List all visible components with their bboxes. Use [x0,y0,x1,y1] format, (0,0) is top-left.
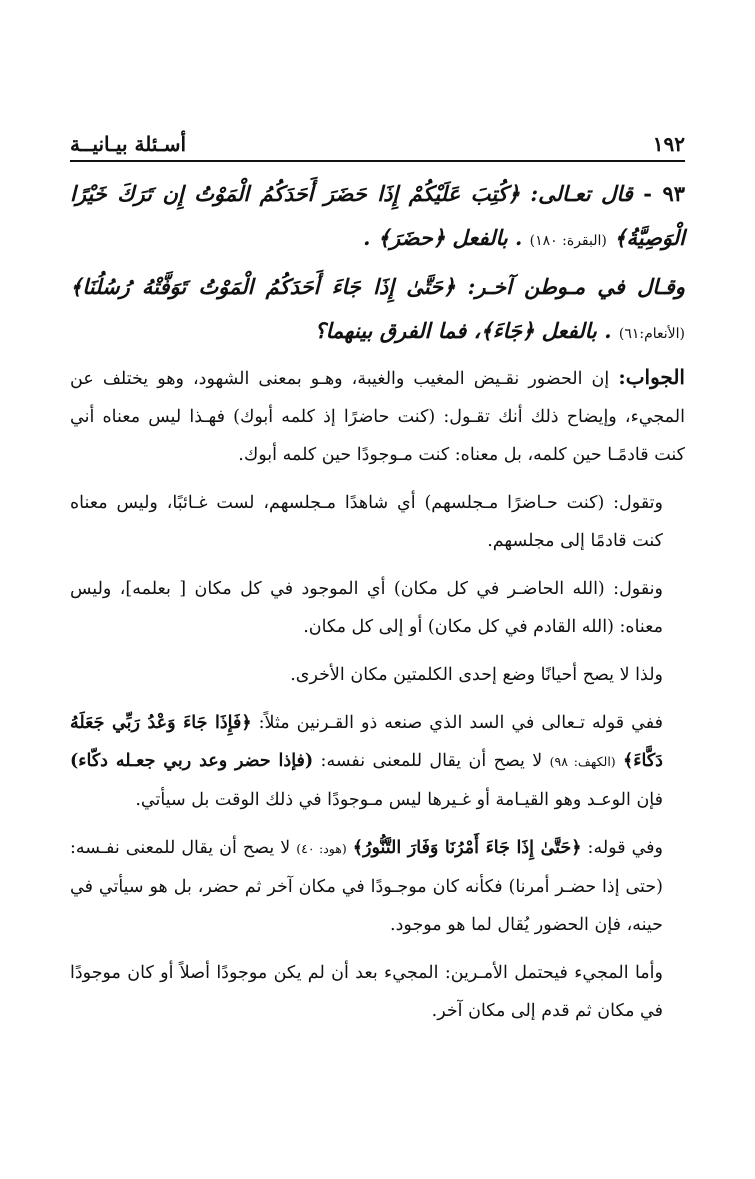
question-tail-1: . بالفعل ﴿حضَرَ﴾ . [363,225,523,250]
answer-label: الجواب: [618,365,685,389]
quran-verse-4: ﴿حَتَّىٰ إِذَا جَاءَ أَمْرُنَا وَفَارَ التَّنُّورُ﴾ [352,838,582,858]
answer-paragraph-6 [70,829,685,944]
answer-text-5a: ففي قوله تـعالى في السد الذي صنعه ذو القـرنين مثلاً: [258,713,663,733]
answer-quote-5: (فإذا حضر وعد ربي جعـله دكّاء) [70,751,314,771]
quran-verse-2: ﴿حَتَّىٰ إِذَا جَاءَ أَحَدَكُمُ الْمَوْتُ تَوَفَّتْهُ رُسُلُنَا﴾ [70,274,456,299]
answer-paragraph-5 [70,704,685,819]
answer-text-6a: وفي قوله: [587,838,663,858]
question-number: ٩٣ - [643,181,686,206]
answer-paragraph-1 [70,358,685,474]
answer-paragraph-2: وتقول: (كنت حـاضرًا مـجلسهم) أي شاهدًا مـجلسهم، لست غـائبًا، وليس معناه كنت قادمًا إلى مجلسهم. [70,493,663,551]
verse-citation-1: (البقرة: ١٨٠) [529,233,607,249]
answer-paragraph-3: ونقول: (الله الحاضـر في كل مكان) أي الموجود في كل مكان [ بعلمه]، وليس معناه: (الله القادم في كل مكان) أو إلى كل مكان. [70,579,663,637]
answer-text-5b: لا يصح أن يقال للمعنى نفسه: [320,751,543,771]
question-tail-2: . بالفعل ﴿جَاءَ﴾، فما الفرق بينهما؟ [314,318,612,343]
quran-verse-3: ﴿فَإِذَا جَاءَ وَعْدُ رَبِّي جَعَلَهُ دَكَّاءَ﴾ [70,713,663,771]
question-paragraph-1 [70,172,685,263]
question-lead: قال تعـالى: [530,181,633,206]
answer-paragraph-4: ولذا لا يصح أحيانًا وضع إحدى الكلمتين مكان الأخرى. [290,665,663,685]
verse-citation-2: (الأنعام:٦١) [618,326,685,342]
answer-paragraph-7: وأما المجيء فيحتمل الأمـرين: المجيء بعد أن لم يكن موجودًا أصلاً أو كان موجودًا في مكان ثم قدم إلى مكان آخر. [70,963,663,1021]
question-paragraph-2 [70,265,685,356]
header-divider [70,160,685,162]
quran-verse-1: ﴿كُتِبَ عَلَيْكُمْ إِذَا حَضَرَ أَحَدَكُمُ الْمَوْتُ إِن تَرَكَ خَيْرًا الْوَصِيَّةُ﴾ [70,181,685,250]
verse-citation-4: (هود: ٤٠) [296,841,347,856]
question-block [70,172,685,356]
answer-text-6b: لا يصح أن يقال للمعنى نفـسه: (حتى إذا حضـر أمرنا) فكأنه كان موجـودًا في مكان آخر ثم حضر، بل هو سيأتي في حينه، فإن الحضور يُقال لما هو موجود. [70,838,663,935]
page-header [70,126,685,154]
running-title: أسـئلة بيـانيــة [70,132,187,156]
page-number: ١٩٢ [652,132,685,156]
answer-block [70,358,685,1030]
book-page [70,126,685,1119]
answer-text-1: إن الحضور نقـيض المغيب والغيبة، وهـو بمعنى الشهود، وهو يختلف عن المجيء، وإيضاح ذلك أنك تقـول: (كنت حاضرًا إذ كلمه أبوك) فهـذا ليس معناه أني كنت قادمًـا حين كلمه، بل معناه: كنت مـوجودًا حين كلمه أبوك. [70,369,685,465]
question-lead-2: وقـال في مـوطن آخـر: [467,274,685,299]
verse-citation-3: (الكهف: ٩٨) [549,754,616,769]
answer-text-5c: فإن الوعـد وهو القيـامة أو غـيرها ليس مـوجودًا في ذلك الوقت بل سيأتي. [135,790,663,810]
